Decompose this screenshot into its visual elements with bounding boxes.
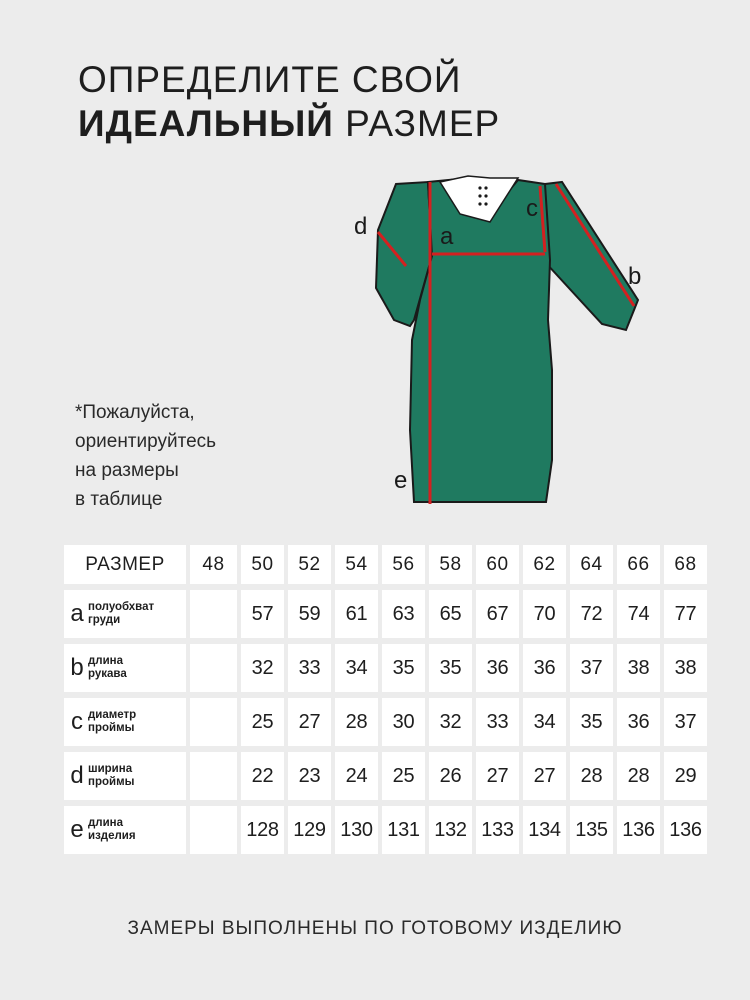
size-note xyxy=(75,398,216,514)
value-cell: 136 xyxy=(617,806,660,854)
header-size: 58 xyxy=(429,545,472,584)
param-cell xyxy=(64,644,186,692)
value-cell: 28 xyxy=(570,752,613,800)
param-cell xyxy=(64,698,186,746)
param-letter: c xyxy=(71,708,83,735)
value-cell: 65 xyxy=(429,590,472,638)
param-description xyxy=(88,655,127,681)
empty-cell xyxy=(190,806,237,854)
header-size: 54 xyxy=(335,545,378,584)
param-description xyxy=(88,709,136,735)
value-cell: 133 xyxy=(476,806,519,854)
dress-illustration xyxy=(340,170,670,510)
size-table xyxy=(64,545,707,854)
param-cell xyxy=(64,590,186,638)
value-cell: 33 xyxy=(476,698,519,746)
value-cell: 34 xyxy=(335,644,378,692)
param-letter: d xyxy=(70,762,84,789)
header-size: 50 xyxy=(241,545,284,584)
value-cell: 33 xyxy=(288,644,331,692)
label-e: e xyxy=(394,467,408,494)
value-cell: 29 xyxy=(664,752,707,800)
value-cell: 135 xyxy=(570,806,613,854)
value-cell: 36 xyxy=(476,644,519,692)
param-cell xyxy=(64,752,186,800)
value-cell: 67 xyxy=(476,590,519,638)
value-cell: 34 xyxy=(523,698,566,746)
value-cell: 134 xyxy=(523,806,566,854)
param-description-line: диаметр xyxy=(88,709,137,721)
note-line-4: в таблице xyxy=(75,489,163,510)
value-cell: 35 xyxy=(429,644,472,692)
value-cell: 128 xyxy=(241,806,284,854)
value-cell: 30 xyxy=(382,698,425,746)
value-cell: 36 xyxy=(617,698,660,746)
value-cell: 27 xyxy=(288,698,331,746)
footer-note: ЗАМЕРЫ ВЫПОЛНЕНЫ ПО ГОТОВОМУ ИЗДЕЛИЮ xyxy=(127,918,623,939)
value-cell: 27 xyxy=(523,752,566,800)
param-description-line: изделия xyxy=(88,830,136,842)
param-description xyxy=(88,763,134,789)
param-description-line: груди xyxy=(88,614,121,626)
label-d: d xyxy=(354,213,368,240)
header-size: 66 xyxy=(617,545,660,584)
header-size: 48 xyxy=(190,545,237,584)
value-cell: 32 xyxy=(241,644,284,692)
heading-line-2 xyxy=(78,102,500,146)
value-cell: 131 xyxy=(382,806,425,854)
value-cell: 38 xyxy=(617,644,660,692)
value-cell: 32 xyxy=(429,698,472,746)
value-cell: 38 xyxy=(664,644,707,692)
value-cell: 132 xyxy=(429,806,472,854)
value-cell: 24 xyxy=(335,752,378,800)
value-cell: 129 xyxy=(288,806,331,854)
value-cell: 57 xyxy=(241,590,284,638)
header-size: 52 xyxy=(288,545,331,584)
value-cell: 26 xyxy=(429,752,472,800)
heading-line-1: ОПРЕДЕЛИТЕ СВОЙ xyxy=(78,59,462,100)
label-b: b xyxy=(628,263,642,290)
empty-cell xyxy=(190,644,237,692)
value-cell: 28 xyxy=(617,752,660,800)
param-cell xyxy=(64,806,186,854)
value-cell: 136 xyxy=(664,806,707,854)
value-cell: 74 xyxy=(617,590,660,638)
empty-cell xyxy=(190,698,237,746)
param-letter: a xyxy=(70,600,84,627)
param-description-line: рукава xyxy=(88,668,127,680)
param-description-line: длина xyxy=(88,817,124,829)
header-size: 60 xyxy=(476,545,519,584)
value-cell: 28 xyxy=(335,698,378,746)
header-size: 62 xyxy=(523,545,566,584)
value-cell: 59 xyxy=(288,590,331,638)
page-heading xyxy=(78,58,500,146)
dress-measurement-diagram xyxy=(340,170,670,510)
note-line-1: *Пожалуйста, xyxy=(75,402,195,423)
param-letter: b xyxy=(70,654,84,681)
value-cell: 22 xyxy=(241,752,284,800)
param-description xyxy=(88,817,136,843)
value-cell: 61 xyxy=(335,590,378,638)
value-cell: 72 xyxy=(570,590,613,638)
value-cell: 25 xyxy=(382,752,425,800)
value-cell: 35 xyxy=(570,698,613,746)
param-description-line: проймы xyxy=(88,776,135,788)
value-cell: 36 xyxy=(523,644,566,692)
heading-bold-word: ИДЕАЛЬНЫЙ xyxy=(78,103,334,144)
param-description-line: длина xyxy=(88,655,124,667)
param-letter: e xyxy=(70,816,84,843)
value-cell: 35 xyxy=(382,644,425,692)
value-cell: 70 xyxy=(523,590,566,638)
param-description-line: проймы xyxy=(88,722,135,734)
label-a: a xyxy=(440,223,454,250)
value-cell: 37 xyxy=(664,698,707,746)
value-cell: 23 xyxy=(288,752,331,800)
value-cell: 27 xyxy=(476,752,519,800)
note-line-3: на размеры xyxy=(75,460,179,481)
value-cell: 63 xyxy=(382,590,425,638)
value-cell: 37 xyxy=(570,644,613,692)
header-size: 64 xyxy=(570,545,613,584)
label-c: c xyxy=(526,195,538,222)
empty-cell xyxy=(190,752,237,800)
param-description xyxy=(88,601,154,627)
note-line-2: ориентируйтесь xyxy=(75,431,217,452)
value-cell: 25 xyxy=(241,698,284,746)
param-description-line: полуобхват xyxy=(88,601,155,613)
header-size: 56 xyxy=(382,545,425,584)
header-size: 68 xyxy=(664,545,707,584)
header-size-label: РАЗМЕР xyxy=(64,545,186,584)
heading-rest: РАЗМЕР xyxy=(333,103,501,144)
value-cell: 130 xyxy=(335,806,378,854)
value-cell: 77 xyxy=(664,590,707,638)
empty-cell xyxy=(190,590,237,638)
right-sleeve xyxy=(545,182,638,330)
param-description-line: ширина xyxy=(88,763,133,775)
